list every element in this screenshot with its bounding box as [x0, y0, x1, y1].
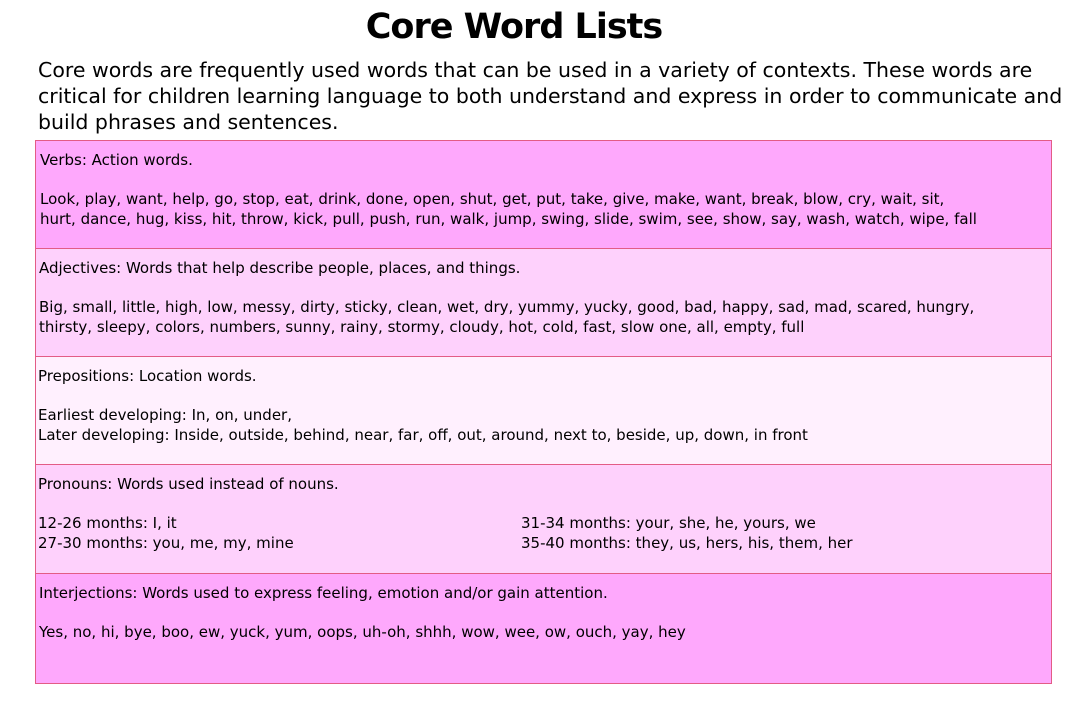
adjectives-word-list — [39, 297, 974, 337]
prepositions-word-list — [38, 405, 808, 445]
verbs-line: hurt, dance, hug, kiss, hit, throw, kick, pull, push, run, walk, jump, swing, slide, swim, see, show, say, wash, watch, wipe, fall — [40, 210, 977, 228]
pronouns-age-group: 12-26 months: I, it — [38, 514, 177, 532]
interjections-line: Yes, no, hi, bye, boo, ew, yuck, yum, oops, uh-oh, shhh, wow, wee, ow, ouch, yay, hey — [39, 623, 686, 641]
prepositions-later: Later developing: Inside, outside, behind, near, far, off, out, around, next to, beside, up, down, in front — [38, 426, 808, 444]
pronouns-heading: Pronouns: Words used instead of nouns. — [38, 475, 339, 493]
pronouns-section — [36, 465, 1051, 574]
interjections-word-list — [39, 622, 686, 642]
interjections-heading: Interjections: Words used to express feeling, emotion and/or gain attention. — [39, 584, 608, 602]
verbs-word-list — [40, 189, 977, 229]
verbs-section — [36, 141, 1051, 249]
pronouns-age-group: 27-30 months: you, me, my, mine — [38, 534, 294, 552]
adjectives-section — [36, 249, 1051, 357]
interjections-section — [36, 574, 1051, 683]
verbs-line: Look, play, want, help, go, stop, eat, drink, done, open, shut, get, put, take, give, make, want, break, blow, cry, wait, sit, — [40, 190, 945, 208]
verbs-heading: Verbs: Action words. — [40, 151, 193, 169]
pronouns-age-group: 35-40 months: they, us, hers, his, them, her — [521, 534, 853, 552]
adjectives-heading: Adjectives: Words that help describe people, places, and things. — [39, 259, 521, 277]
adjectives-line: thirsty, sleepy, colors, numbers, sunny, rainy, stormy, cloudy, hot, cold, fast, slow one, all, empty, full — [39, 318, 805, 336]
intro-paragraph: Core words are frequently used words that can be used in a variety of contexts. These words are critical for children learning language to both understand and express in order to communicate and build phrases and sentences. — [38, 58, 1063, 134]
pronouns-left-column — [38, 513, 294, 553]
adjectives-line: Big, small, little, high, low, messy, dirty, sticky, clean, wet, dry, yummy, yucky, good, bad, happy, sad, mad, scared, hungry, — [39, 298, 975, 316]
word-list-table — [35, 140, 1052, 684]
prepositions-heading: Prepositions: Location words. — [38, 367, 257, 385]
pronouns-age-group: 31-34 months: your, she, he, yours, we — [521, 514, 816, 532]
pronouns-right-column — [521, 513, 853, 553]
prepositions-earliest: Earliest developing: In, on, under, — [38, 406, 292, 424]
page-title: Core Word Lists — [365, 7, 663, 47]
prepositions-section — [36, 357, 1051, 465]
